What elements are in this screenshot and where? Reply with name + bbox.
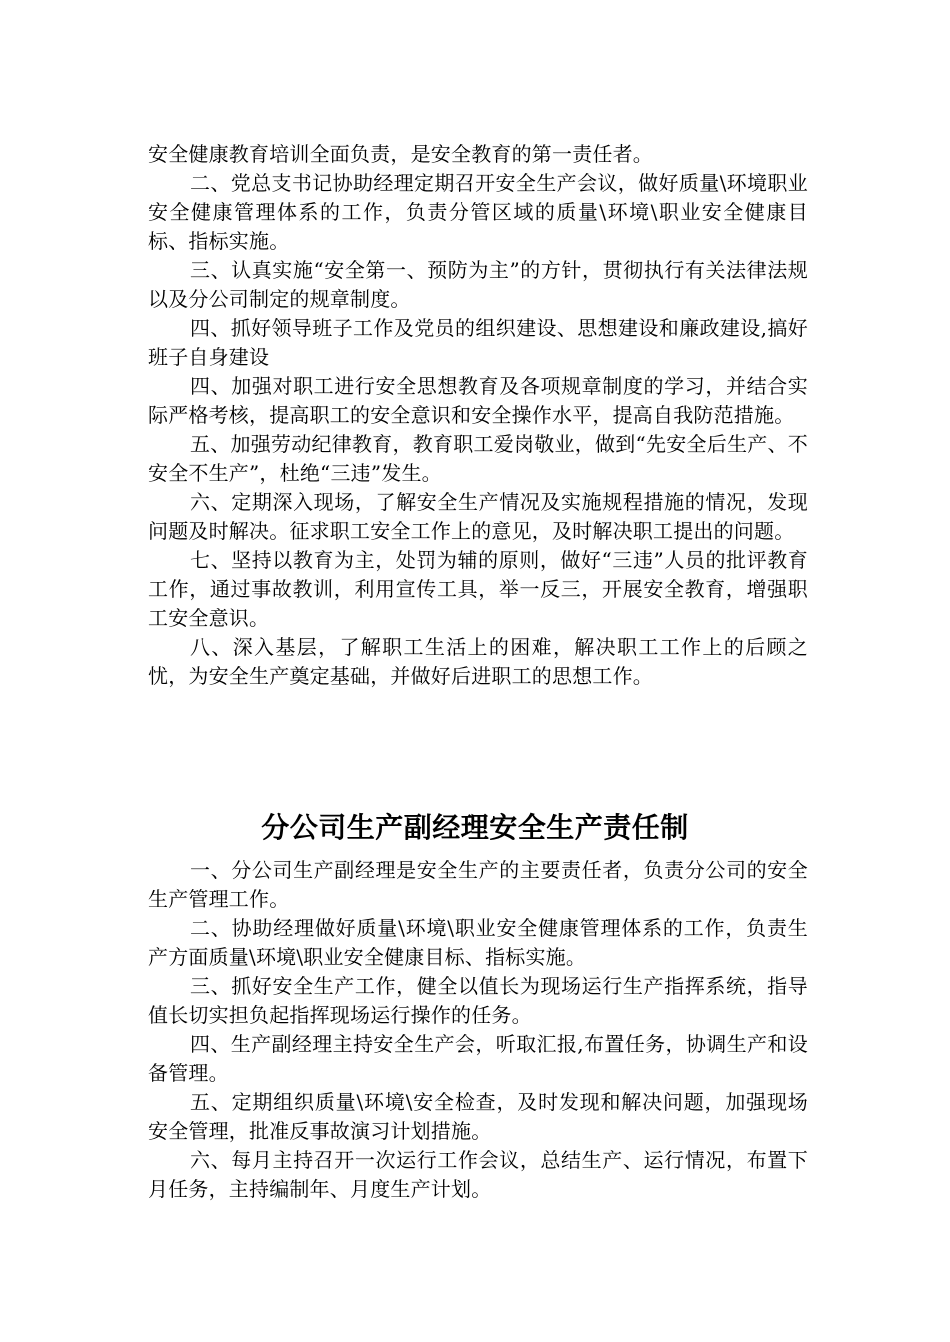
- paragraph: 二、协助经理做好质量\环境\职业安全健康管理体系的工作，负责生产方面质量\环境\职业安全健康目标、指标实施。: [148, 916, 808, 969]
- paragraph: 三、认真实施“安全第一、预防为主”的方针，贯彻执行有关法律法规以及分公司制定的规章制度。: [148, 258, 808, 311]
- section-2-body: [148, 856, 808, 1204]
- paragraph: 安全健康教育培训全面负责，是安全教育的第一责任者。: [148, 142, 653, 166]
- paragraph: 三、抓好安全生产工作，健全以值长为现场运行生产指挥系统，指导值长切实担负起指挥现场运行操作的任务。: [148, 974, 808, 1027]
- paragraph: 七、坚持以教育为主，处罚为辅的原则，做好“三违”人员的批评教育工作，通过事故教训，利用宣传工具，举一反三，开展安全教育，增强职工安全意识。: [148, 548, 808, 630]
- section-1-body: [148, 140, 808, 691]
- paragraph: 一、分公司生产副经理是安全生产的主要责任者，负责分公司的安全生产管理工作。: [148, 858, 808, 911]
- paragraph: 四、生产副经理主持安全生产会，听取汇报,布置任务，协调生产和设备管理。: [148, 1032, 808, 1085]
- paragraph: 五、加强劳动纪律教育，教育职工爱岗敬业，做到“先安全后生产、不安全不生产”，杜绝“三违”发生。: [148, 432, 808, 485]
- paragraph: 八、深入基层，了解职工生活上的困难，解决职工工作上的后顾之忧，为安全生产奠定基础，并做好后进职工的思想工作。: [148, 635, 808, 688]
- paragraph: 二、党总支书记协助经理定期召开安全生产会议，做好质量\环境职业安全健康管理体系的工作，负责分管区域的质量\环境\职业安全健康目标、指标实施。: [148, 171, 808, 253]
- paragraph: 六、每月主持召开一次运行工作会议，总结生产、运行情况，布置下月任务，主持编制年、月度生产计划。: [148, 1148, 808, 1201]
- section-2-title: 分公司生产副经理安全生产责任制: [261, 811, 689, 844]
- paragraph: 四、加强对职工进行安全思想教育及各项规章制度的学习，并结合实际严格考核，提高职工的安全意识和安全操作水平，提高自我防范措施。: [148, 374, 808, 427]
- paragraph: 五、定期组织质量\环境\安全检查，及时发现和解决问题，加强现场安全管理，批准反事故演习计划措施。: [148, 1090, 808, 1143]
- paragraph: 六、定期深入现场，了解安全生产情况及实施规程措施的情况，发现问题及时解决。征求职工安全工作上的意见，及时解决职工提出的问题。: [148, 490, 808, 543]
- paragraph: 四、抓好领导班子工作及党员的组织建设、思想建设和廉政建设,搞好班子自身建设: [148, 316, 808, 369]
